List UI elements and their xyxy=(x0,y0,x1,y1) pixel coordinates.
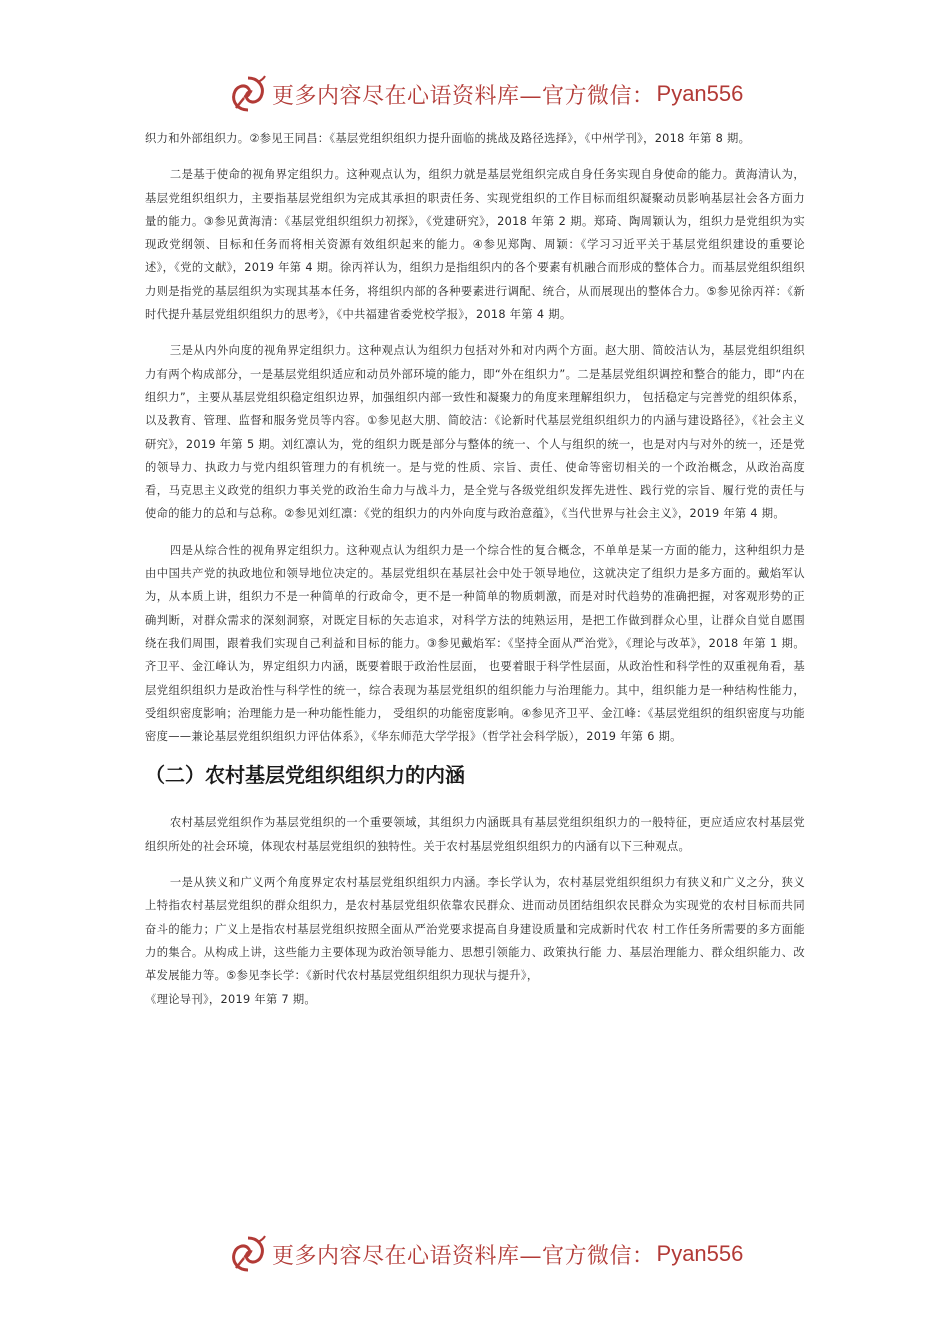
document-body xyxy=(145,127,805,1024)
banner-text: 更多内容尽在心语资料库—官方微信： xyxy=(272,1243,655,1269)
paragraph-6: 《理论导刊》，2019 年第 7 期。 xyxy=(145,992,317,1006)
paragraph-4: 农村基层党组织作为基层党组织的一个重要领域，其组织力内涵既具有基层党组织组织力的一般特征，更应适应农村基层党组织所处的社会环境，体现农村基层党组织的独特性。关于农村基层党组织组织力的内涵有以下三种观点。 xyxy=(145,816,805,853)
header-banner xyxy=(228,74,744,114)
paragraph-2: 三是从内外向度的视角界定组织力。这种观点认为组织力包括对外和对内两个方面。赵大朋、简皎洁认为，基层党组织组织力有两个构成部分，一是基层党组织适应和动员外部环境的能力，即“外在组织力”。二是基层党组织调控和整合的能力，即“内在组织力”，主要从基层党组织稳定组织边界，加强组织内部一致性和凝聚力的角度来理解组织力， 包括稳定与完善党的组织体系，以及教育、管理、监督和服务党员等内容。①参见赵大朋、简皎洁：《论新时代基层党组织组织力的内涵与建设路径》，《社会主义研究》，2019 年第 5 期。刘红凛认为，党的组织力既是部分与整体的统一、个人与组织的统一，也是对内与对外的统一，还是党的领导力、执政力与党内组织管理力的有机统一。是与党的性质、宗旨、责任、使命等密切相关的一个政治概念，从政治高度看，马克思主义政党的组织力事关党的政治生命力与战斗力，是全党与各级党组织发挥先进性、践行党的宗旨、履行党的责任与使命的能力的总和与总称。②参见刘红凛：《党的组织力的内外向度与政治意蕴》，《当代世界与社会主义》，2019 年第 4 期。 xyxy=(145,344,805,521)
paragraph-1: 二是基于使命的视角界定组织力。这种观点认为，组织力就是基层党组织完成自身任务实现自身使命的能力。黄海清认为，基层党组织组织力，主要指基层党组织为完成其承担的职责任务、实现党组织的工作目标而组织凝聚动员影响基层社会各方面力量的能力。③参见黄海清：《基层党组织组织力初探》，《党建研究》，2018 年第 2 期。郑琦、陶周颖认为，组织力是党组织为实现政党纲领、目标和任务而将相关资源有效组织起来的能力。④参见郑陶、周颖：《学习习近平关于基层党组织建设的重要论述》，《党的文献》，2019 年第 4 期。徐丙祥认为，组织力是指组织内的各个要素有机融合而形成的整体合力。而基层党组织组织力则是指党的基层组织为实现其基本任务，将组织内部的各种要素进行调配、统合，从而展现出的整体合力。⑤参见徐丙祥：《新时代提升基层党组织组织力的思考》，《中共福建省委党校学报》，2018 年第 4 期。 xyxy=(145,168,805,322)
ribbon-swirl-logo-icon xyxy=(228,74,268,114)
paragraph-5: 一是从狭义和广义两个角度界定农村基层党组织组织力内涵。李长学认为，农村基层党组织组织力有狭义和广义之分，狭义上特指农村基层党组织的群众组织力，是农村基层党组织依靠农民群众、进而动员团结组织农民群众为实现党的农村目标而共同奋斗的能力；广义上是指农村基层党组织按照全面从严治党要求提高自身建设质量和完成新时代农 村工作任务所需要的多方面能力的集合。从构成上讲，这些能力主要体现为政治领导能力、思想引领能力、政策执行能 力、基层治理能力、群众组织能力、改革发展能力等。⑤参见李长学：《新时代农村基层党组织组织力现状与提升》， xyxy=(145,876,805,983)
section-heading: （二）农村基层党组织组织力的内涵 xyxy=(145,763,465,788)
banner-wechat-id: Pyan556 xyxy=(656,81,744,106)
banner-wechat-id: Pyan556 xyxy=(656,1241,744,1266)
ribbon-swirl-logo-icon xyxy=(228,1234,268,1274)
paragraph-0: 织力和外部组织力。②参见王同昌：《基层党组织组织力提升面临的挑战及路径选择》，《中州学刊》，2018 年第 8 期。 xyxy=(145,132,751,145)
footer-banner xyxy=(228,1234,744,1274)
banner-text: 更多内容尽在心语资料库—官方微信： xyxy=(272,83,655,109)
paragraph-3: 四是从综合性的视角界定组织力。这种观点认为组织力是一个综合性的复合概念，不单单是某一方面的能力，这种组织力是由中国共产党的执政地位和领导地位决定的。基层党组织在基层社会中处于领导地位，这就决定了组织力是多方面的。戴焰军认为，从本质上讲，组织力不是一种简单的行政命令，更不是一种简单的物质刺激，而是对时代趋势的准确把握，对客观形势的正确判断，对群众需求的深刻洞察，对既定目标的矢志追求，对科学方法的纯熟运用，是把工作做到群众心里，让群众自觉自愿围绕在我们周围，跟着我们实现自己利益和目标的能力。③参见戴焰军：《坚持全面从严治党》，《理论与改革》，2018 年第 1 期。齐卫平、金江峰认为，界定组织力内涵，既要着眼于政治性层面， 也要着眼于科学性层面，从政治性和科学性的双重视角看，基层党组织组织力是政治性与科学性的统一，综合表现为基层党组织的组织能力与治理能力。其中，组织能力是一种结构性能力，受组织密度影响；治理能力是一种功能性能力， 受组织的功能密度影响。④参见齐卫平、金江峰：《基层党组织的组织密度与功能密度——兼论基层党组织组织力评估体系》，《华东师范大学学报》（哲学社会科学版），2019 年第 6 期。 xyxy=(145,543,805,744)
